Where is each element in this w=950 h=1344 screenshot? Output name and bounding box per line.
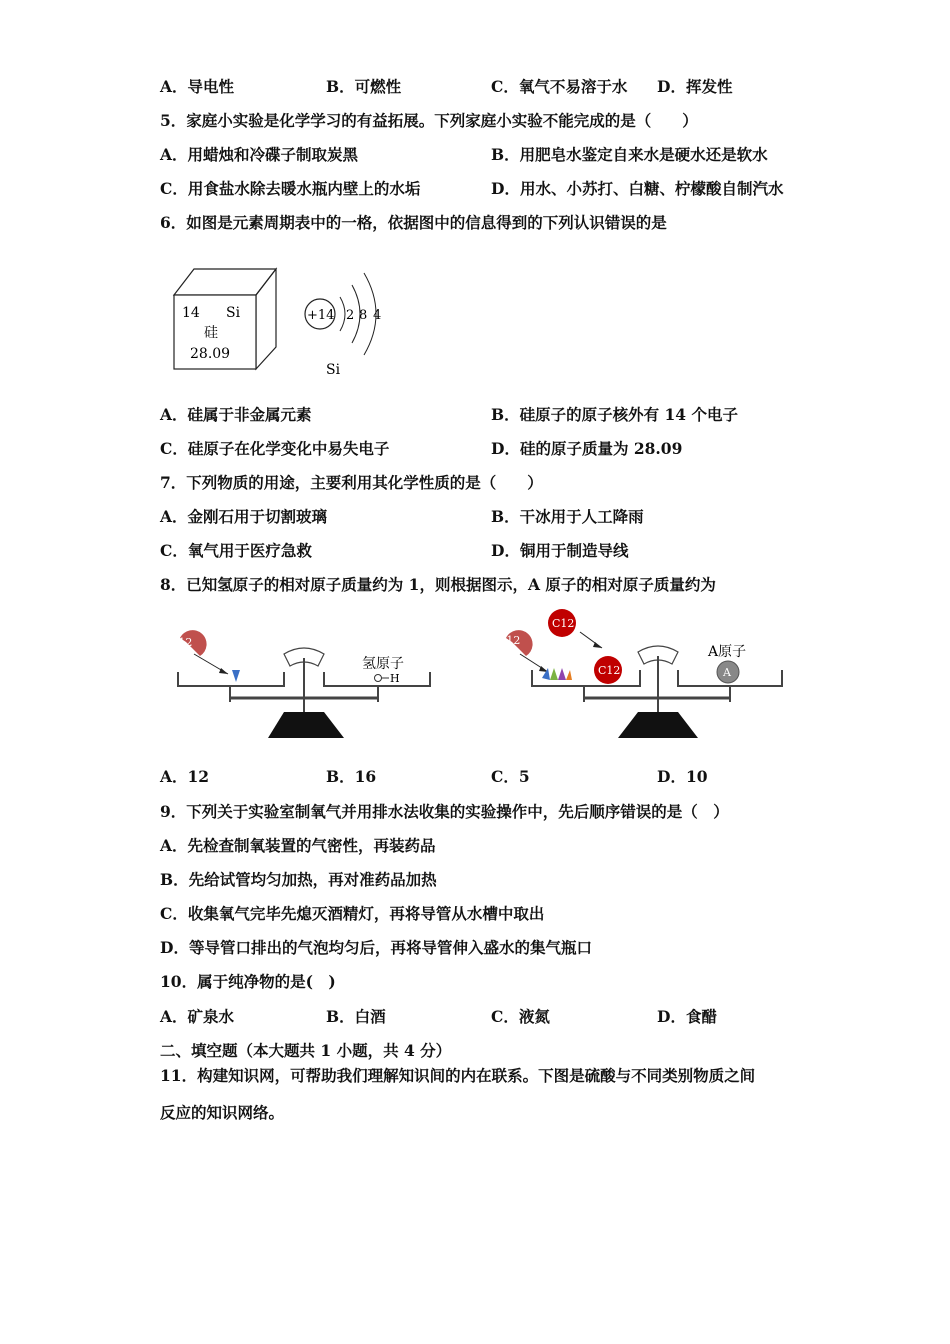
section-heading: 二、填空题（本大题共 1 小题，共 4 分）	[160, 1041, 452, 1060]
q9-option-a: A．先检查制氧装置的气密性，再装药品	[160, 836, 436, 855]
hydrogen-atom-icon	[375, 675, 382, 682]
c12-label-left: C12	[170, 636, 193, 649]
q7-option-c: C．氧气用于医疗急救	[160, 541, 312, 560]
q9-option-b: B．先给试管均匀加热，再对准药品加热	[160, 870, 437, 889]
q11-line-2: 反应的知识网络。	[160, 1103, 285, 1122]
q8-option-a: A．12	[160, 767, 210, 786]
q8-option-b: B．16	[326, 767, 377, 786]
q10-option-b: B．白酒	[326, 1007, 386, 1026]
q9-stem: 9．下列关于实验室制氧气并用排水法收集的实验操作中，先后顺序错误的是（ ）	[160, 802, 729, 821]
q8-option-d: D．10	[657, 767, 708, 786]
atomic-number: 14	[182, 305, 200, 321]
balance-base	[268, 712, 344, 738]
q11-line-1: 11．构建知识网，可帮助我们理解知识间的内在联系。下图是硫酸与不同类别物质之间	[160, 1066, 756, 1085]
q7-option-a: A．金刚石用于切割玻璃	[160, 507, 328, 526]
element-symbol: Si	[226, 305, 241, 321]
q6-option-a: A．硅属于非金属元素	[160, 405, 312, 424]
twelfth-slice	[232, 670, 240, 682]
box-top-face	[174, 269, 276, 295]
q8-option-c: C．5	[491, 767, 530, 786]
q6-stem: 6．如图是元素周期表中的一格，依据图中的信息得到的下列认识错误的是	[160, 213, 667, 232]
shell-electrons-1: 2	[346, 308, 355, 323]
q4-option-a: A．导电性	[160, 77, 235, 96]
q10-option-c: C．液氮	[491, 1007, 550, 1026]
shell-electrons-3: 4	[373, 308, 382, 323]
nucleus-charge: +14	[307, 308, 335, 323]
arrow-head-left	[219, 668, 228, 674]
q7-option-d: D．铜用于制造导线	[491, 541, 629, 560]
q10-option-d: D．食醋	[657, 1007, 717, 1026]
right-pan	[324, 672, 430, 686]
q5-option-b: B．用肥皂水鉴定自来水是硬水还是软水	[491, 145, 768, 164]
a-atom-label: A原子	[708, 644, 747, 660]
balance-a-atom-figure	[490, 606, 790, 744]
q6-option-c: C．硅原子在化学变化中易失电子	[160, 439, 390, 458]
q10-stem: 10．属于纯净物的是( )	[160, 972, 336, 991]
q5-stem: 5．家庭小实验是化学学习的有益拓展。下列家庭小实验不能完成的是（ ）	[160, 111, 698, 130]
a-atom-symbol: A	[723, 666, 731, 679]
element-name: 硅	[204, 325, 218, 341]
twelfth-slices-group	[542, 668, 572, 680]
left-pan	[178, 672, 284, 686]
c12-label-right-2: C12	[552, 617, 575, 630]
q8-stem: 8．已知氢原子的相对原子质量约为 1，则根据图示，A 原子的相对原子质量约为	[160, 575, 716, 594]
q7-stem: 7．下列物质的用途，主要利用其化学性质的是（ ）	[160, 473, 543, 492]
balance-base-right	[618, 712, 698, 738]
q4-option-b: B．可燃性	[326, 77, 402, 96]
q5-option-d: D．用水、小苏打、白糖、柠檬酸自制汽水	[491, 179, 784, 198]
electron-shell-1	[340, 297, 345, 331]
hydrogen-label: 氢原子	[362, 656, 404, 672]
c12-label-right-3: C12	[598, 664, 621, 677]
c12-label-right-1: C12	[498, 634, 521, 647]
q6-option-b: B．硅原子的原子核外有 14 个电子	[491, 405, 738, 424]
silicon-element-figure	[160, 255, 400, 385]
box-side-face	[256, 269, 276, 369]
atom-caption: Si	[326, 362, 341, 378]
q5-option-a: A．用蜡烛和冷碟子制取炭黑	[160, 145, 359, 164]
q4-option-c: C．氧气不易溶于水	[491, 77, 628, 96]
q5-option-c: C．用食盐水除去暖水瓶内壁上的水垢	[160, 179, 421, 198]
q4-option-d: D．挥发性	[657, 77, 733, 96]
q9-option-c: C．收集氧气完毕先熄灭酒精灯，再将导管从水槽中取出	[160, 904, 545, 923]
q7-option-b: B．干冰用于人工降雨	[491, 507, 644, 526]
q10-option-a: A．矿泉水	[160, 1007, 235, 1026]
balance-hydrogen-figure	[160, 612, 440, 744]
q9-option-d: D．等导管口排出的气泡均匀后，再将导管伸入盛水的集气瓶口	[160, 938, 592, 957]
q6-option-d: D．硅的原子质量为 28.09	[491, 439, 683, 458]
hydrogen-symbol: H	[390, 672, 400, 685]
shell-electrons-2: 8	[359, 308, 368, 323]
atomic-mass: 28.09	[190, 346, 231, 362]
